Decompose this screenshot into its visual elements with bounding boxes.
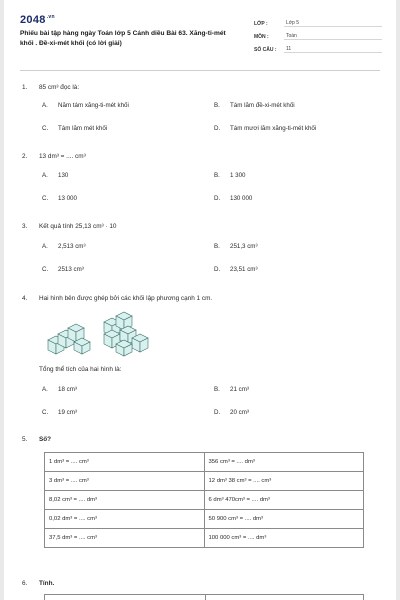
- table-row: [45, 510, 364, 529]
- option-letter: A.: [42, 243, 48, 250]
- option-4a[interactable]: [42, 386, 77, 393]
- option-letter: B.: [214, 102, 220, 109]
- option-letter: C.: [42, 409, 49, 416]
- meta-info: [254, 16, 382, 55]
- question-number: 2.: [22, 153, 28, 160]
- option-3c[interactable]: [42, 266, 84, 273]
- option-text: Tám mươi lăm xăng-ti-mét khối: [230, 125, 317, 132]
- option-text: 21 cm³: [230, 386, 249, 393]
- option-1b[interactable]: [214, 102, 295, 109]
- option-1a[interactable]: [42, 102, 129, 109]
- question-text: 85 cm³ đọc là:: [39, 84, 80, 91]
- worksheet-title: Phiếu bài tập hàng ngày Toán lớp 5 Cánh diều Bài 63. Xăng-ti-mét khối . Đề-xi-mét khối (có lời giải): [20, 30, 226, 47]
- conversion-table: [44, 452, 364, 548]
- logo-suffix: .vn: [46, 14, 55, 20]
- question-number: 3.: [22, 223, 28, 230]
- table-cell[interactable]: 12 dm³ 38 cm³ = .... cm³: [204, 472, 364, 491]
- option-text: 130: [58, 172, 69, 179]
- option-letter: A.: [42, 102, 48, 109]
- option-text: 23,51 cm³: [230, 266, 258, 273]
- header-divider: [20, 70, 380, 71]
- table-cell[interactable]: 3 dm³ = .... cm³: [45, 472, 205, 491]
- question-text: 13 dm³ = .... cm³: [39, 153, 86, 160]
- option-letter: C.: [42, 125, 49, 132]
- table-cell[interactable]: 356 cm³ = .... dm³: [204, 453, 364, 472]
- meta-value: Toán: [284, 33, 382, 40]
- logo-text: 2048: [20, 14, 46, 26]
- worksheet-page: [4, 0, 396, 600]
- table-row: [45, 529, 364, 548]
- option-3d[interactable]: [214, 266, 258, 273]
- meta-key: LỚP :: [254, 21, 268, 27]
- meta-value: 11: [284, 46, 382, 53]
- option-letter: C.: [42, 195, 49, 202]
- meta-row-count: [254, 42, 382, 53]
- table-row: [45, 491, 364, 510]
- option-2d[interactable]: [214, 195, 252, 202]
- question-number: 1.: [22, 84, 28, 91]
- option-letter: B.: [214, 172, 220, 179]
- table-row: [45, 472, 364, 491]
- option-1c[interactable]: [42, 125, 107, 132]
- table-cell[interactable]: 50 900 cm³ = .... dm³: [204, 510, 364, 529]
- option-text: 251,3 cm³: [230, 243, 258, 250]
- option-text: 1 300: [230, 172, 246, 179]
- table-cell[interactable]: 100 000 cm³ = .... dm³: [204, 529, 364, 548]
- option-text: Tám lăm mét khối: [58, 125, 108, 132]
- question-text: Hai hình bên được ghép bởi các khối lập phương cạnh 1 cm.: [39, 295, 213, 302]
- option-text: 19 cm³: [58, 409, 77, 416]
- question-subtext: Tổng thể tích của hai hình là:: [39, 366, 122, 373]
- option-2c[interactable]: [42, 195, 77, 202]
- option-3a[interactable]: [42, 243, 86, 250]
- option-text: 13 000: [58, 195, 77, 202]
- question-6-table-top: [44, 594, 364, 600]
- question-text: Kết quả tính 25,13 cm³ · 10: [39, 223, 117, 230]
- meta-row-class: [254, 16, 382, 27]
- table-row: [45, 453, 364, 472]
- table-cell[interactable]: 8,02 cm³ = .... dm³: [45, 491, 205, 510]
- question-number: 6.: [22, 580, 28, 587]
- meta-row-subject: [254, 29, 382, 40]
- meta-key: SỐ CÂU :: [254, 47, 277, 53]
- table-divider: [205, 595, 206, 600]
- option-letter: D.: [214, 195, 221, 202]
- option-text: Năm tám xăng-ti-mét khối: [58, 102, 129, 109]
- cube-figures-image: [44, 308, 164, 358]
- option-2a[interactable]: [42, 172, 68, 179]
- option-letter: D.: [214, 409, 221, 416]
- option-text: 20 cm³: [230, 409, 249, 416]
- option-3b[interactable]: [214, 243, 258, 250]
- option-text: 18 cm³: [58, 386, 77, 393]
- option-letter: B.: [214, 243, 220, 250]
- worksheet-header: [20, 14, 382, 64]
- meta-value: Lớp 5: [284, 20, 382, 27]
- option-2b[interactable]: [214, 172, 245, 179]
- question-text: Số?: [39, 436, 52, 443]
- option-4d[interactable]: [214, 409, 249, 416]
- meta-key: MÔN :: [254, 34, 269, 40]
- question-text: Tính.: [39, 580, 55, 587]
- question-number: 5.: [22, 436, 28, 443]
- option-letter: B.: [214, 386, 220, 393]
- option-text: 2,513 cm³: [58, 243, 86, 250]
- option-text: 130 000: [230, 195, 253, 202]
- option-letter: A.: [42, 172, 48, 179]
- table-cell[interactable]: 0,02 dm³ = .... cm³: [45, 510, 205, 529]
- option-text: 2513 cm³: [58, 266, 84, 273]
- option-1d[interactable]: [214, 125, 316, 132]
- option-letter: D.: [214, 266, 221, 273]
- table-cell[interactable]: 37,5 dm³ = .... cm³: [45, 529, 205, 548]
- table-cell[interactable]: 1 dm³ = .... cm³: [45, 453, 205, 472]
- option-text: Tám lăm đề-xi-mét khối: [230, 102, 295, 109]
- option-letter: C.: [42, 266, 49, 273]
- option-letter: A.: [42, 386, 48, 393]
- table-cell[interactable]: 6 dm³ 470cm³ = .... dm³: [204, 491, 364, 510]
- question-number: 4.: [22, 295, 28, 302]
- option-4c[interactable]: [42, 409, 77, 416]
- option-letter: D.: [214, 125, 221, 132]
- option-4b[interactable]: [214, 386, 249, 393]
